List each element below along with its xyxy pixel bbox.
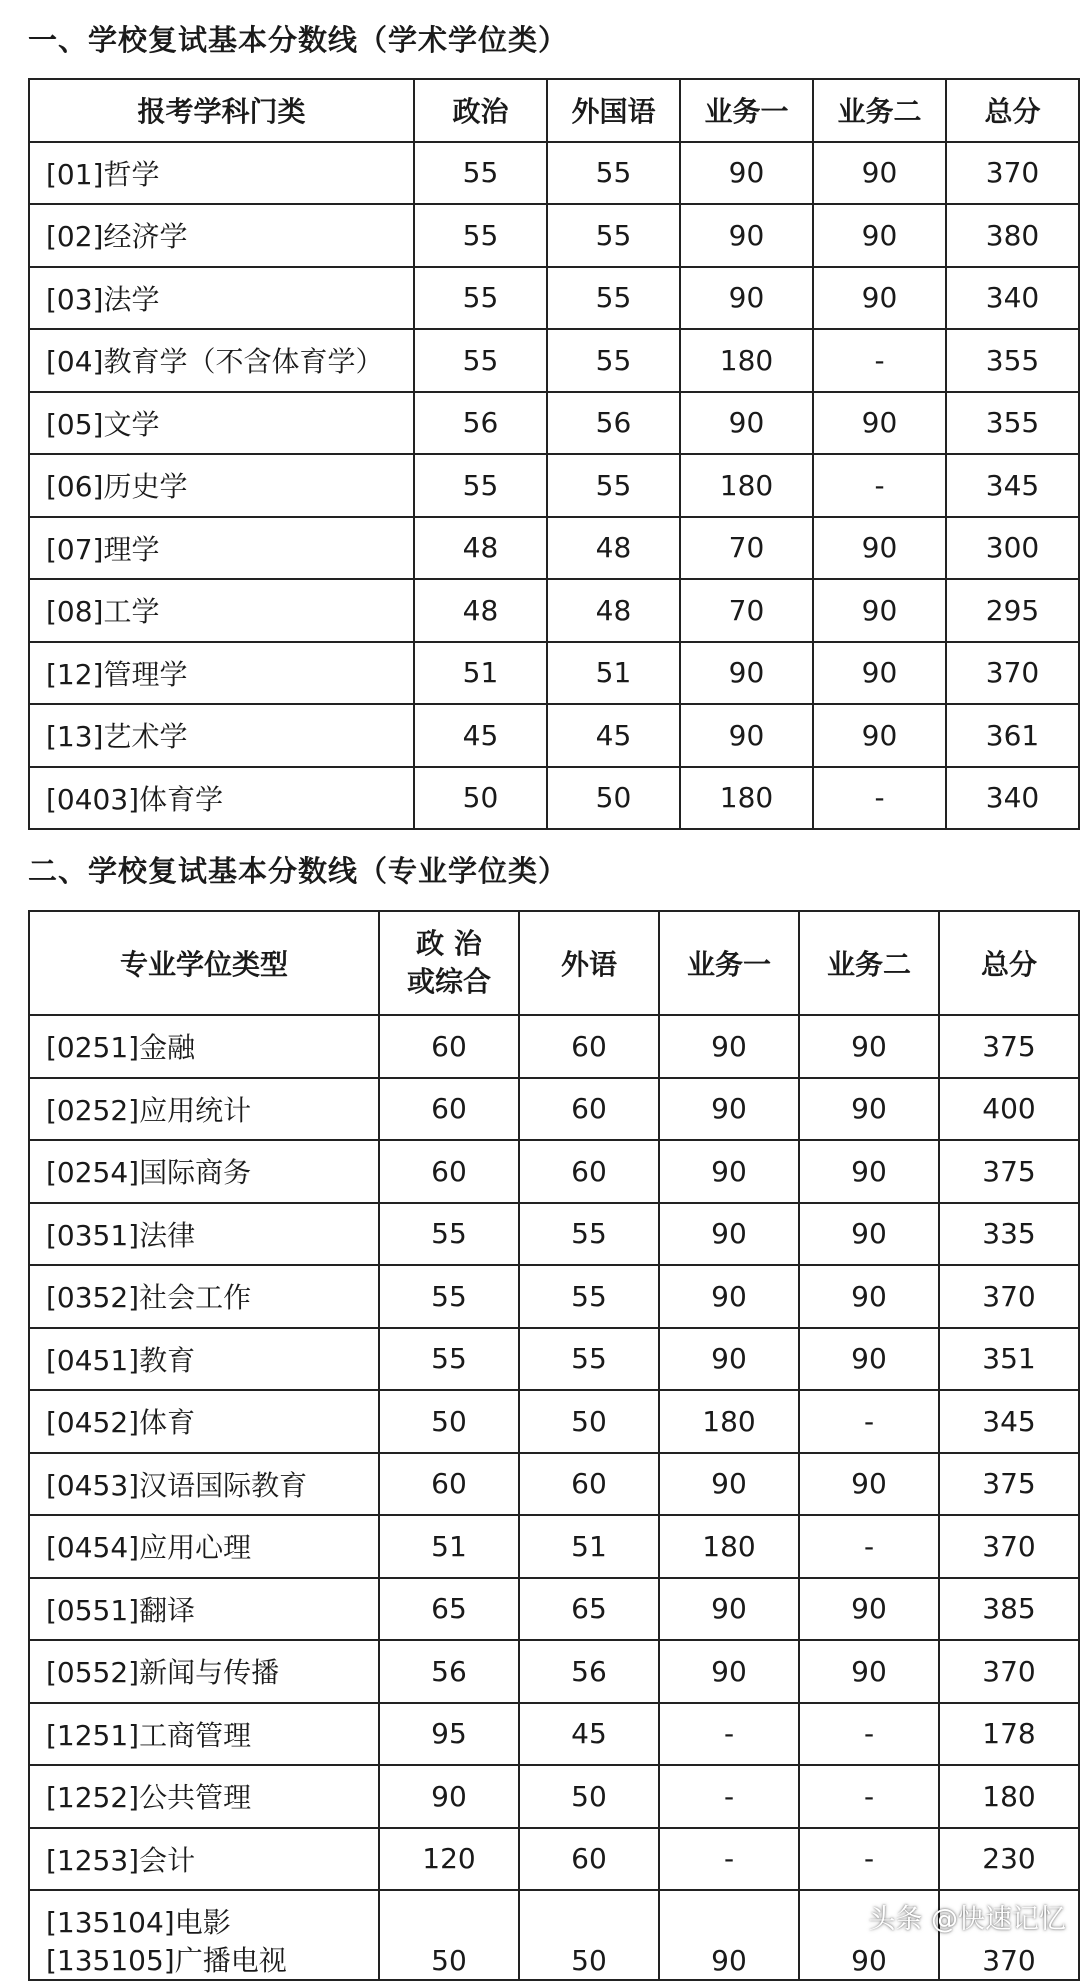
score-cell: 90 [659,1265,799,1328]
degree-type-cell [29,1890,379,1980]
professional-score-table [28,910,1080,1981]
table-row [29,642,1079,705]
score-cell: 50 [379,1890,519,1980]
score-cell: 50 [547,767,680,830]
score-cell: 55 [379,1203,519,1266]
score-cell: - [799,1765,939,1828]
score-cell: 60 [519,1140,659,1203]
score-cell: 90 [680,704,813,767]
column-header: 专业学位类型 [29,911,379,1015]
professional-table-body [29,911,1079,1980]
score-cell: 48 [414,579,547,642]
score-cell: 90 [799,1265,939,1328]
score-cell: 370 [939,1265,1079,1328]
score-cell: 90 [799,1578,939,1641]
score-cell: 60 [379,1453,519,1516]
score-cell: 55 [414,329,547,392]
score-cell: 375 [939,1453,1079,1516]
score-cell: 90 [680,642,813,705]
table-row [29,329,1079,392]
score-cell: 60 [519,1015,659,1078]
table-row [29,1640,1079,1703]
score-cell: 45 [547,704,680,767]
score-cell: 345 [946,454,1079,517]
table-row [29,579,1079,642]
column-header: 业务二 [813,79,946,142]
header-row [29,911,1079,1015]
subject-cell: [03]法学 [29,267,414,330]
score-cell: 351 [939,1328,1079,1391]
column-header: 外国语 [547,79,680,142]
score-cell: 90 [659,1578,799,1641]
table-row [29,267,1079,330]
score-cell: 230 [939,1828,1079,1891]
score-cell: 90 [813,204,946,267]
table-row [29,392,1079,455]
column-header: 外语 [519,911,659,1015]
score-cell: 90 [799,1453,939,1516]
score-cell: 90 [799,1203,939,1266]
degree-type-line: [135104]电影 [46,1906,231,1939]
score-cell: 50 [414,767,547,830]
score-cell: 55 [414,204,547,267]
score-cell: 65 [379,1578,519,1641]
degree-type-cell: [0252]应用统计 [29,1078,379,1141]
degree-type-cell: [1253]会计 [29,1828,379,1891]
score-cell: 355 [946,329,1079,392]
score-cell: 385 [939,1578,1079,1641]
score-cell: 55 [547,204,680,267]
score-cell: 90 [680,392,813,455]
table-row [29,1828,1079,1891]
score-cell: 340 [946,267,1079,330]
column-header: 业务二 [799,911,939,1015]
score-cell: 60 [519,1453,659,1516]
score-cell: 60 [519,1078,659,1141]
subject-cell: [07]理学 [29,517,414,580]
table-row [29,204,1079,267]
header-stack [407,925,491,1001]
subject-cell: [0403]体育学 [29,767,414,830]
score-cell: 335 [939,1203,1079,1266]
header-row [29,79,1079,142]
section-title-academic: 一、学校复试基本分数线（学术学位类） [28,23,569,57]
degree-type-cell: [0452]体育 [29,1390,379,1453]
subject-cell: [08]工学 [29,579,414,642]
score-cell: 90 [813,579,946,642]
column-header: 业务一 [659,911,799,1015]
score-cell: 55 [414,267,547,330]
score-cell: 178 [939,1703,1079,1766]
header-line: 政 治 [416,927,482,961]
score-cell: 51 [379,1515,519,1578]
score-cell: 90 [813,392,946,455]
column-header: 政治 [414,79,547,142]
score-cell: 55 [379,1265,519,1328]
column-header-politics [379,911,519,1015]
score-cell: 55 [547,267,680,330]
table-row [29,1015,1079,1078]
degree-type-cell: [0254]国际商务 [29,1140,379,1203]
table-row [29,1515,1079,1578]
degree-type-cell: [0551]翻译 [29,1578,379,1641]
score-cell: 375 [939,1015,1079,1078]
table-row [29,1140,1079,1203]
score-cell: 48 [414,517,547,580]
score-cell: 375 [939,1140,1079,1203]
subject-cell: [12]管理学 [29,642,414,705]
score-cell: - [813,767,946,830]
score-cell: 55 [519,1203,659,1266]
score-cell: 90 [813,267,946,330]
score-cell: 60 [379,1140,519,1203]
column-header: 报考学科门类 [29,79,414,142]
score-cell: 50 [519,1890,659,1980]
table-row [29,1453,1079,1516]
score-cell: 45 [414,704,547,767]
score-cell: 90 [813,517,946,580]
score-cell: - [813,454,946,517]
score-cell: 90 [659,1140,799,1203]
academic-score-table [28,78,1080,830]
score-cell: 180 [680,454,813,517]
score-cell: 90 [813,704,946,767]
table-row [29,1203,1079,1266]
score-cell: 56 [547,392,680,455]
score-cell: 70 [680,579,813,642]
table-row [29,1578,1079,1641]
table-row [29,767,1079,830]
score-cell: 295 [946,579,1079,642]
score-cell: 370 [946,142,1079,205]
score-cell: 90 [379,1765,519,1828]
table-row [29,1078,1079,1141]
degree-type-cell: [0552]新闻与传播 [29,1640,379,1703]
score-cell: 90 [799,1140,939,1203]
degree-type-cell: [0251]金融 [29,1015,379,1078]
degree-type-cell: [0351]法律 [29,1203,379,1266]
academic-table-body [29,79,1079,829]
score-cell: 50 [379,1390,519,1453]
score-cell: - [659,1828,799,1891]
score-cell: 55 [379,1328,519,1391]
score-cell: 51 [414,642,547,705]
score-cell: 90 [799,1890,939,1980]
score-cell: 380 [946,204,1079,267]
degree-type-cell: [1252]公共管理 [29,1765,379,1828]
score-cell: 48 [547,579,680,642]
score-cell: 90 [659,1640,799,1703]
score-cell: 370 [939,1890,1079,1980]
score-cell: 55 [547,329,680,392]
score-cell: 60 [519,1828,659,1891]
degree-type-cell: [0352]社会工作 [29,1265,379,1328]
score-cell: 56 [414,392,547,455]
score-cell: 90 [799,1078,939,1141]
score-cell: 90 [659,1890,799,1980]
degree-type-cell: [0451]教育 [29,1328,379,1391]
score-cell: 60 [379,1078,519,1141]
score-cell: 95 [379,1703,519,1766]
score-cell: 345 [939,1390,1079,1453]
score-cell: 300 [946,517,1079,580]
table-row [29,142,1079,205]
score-cell: 90 [680,204,813,267]
score-cell: - [799,1828,939,1891]
score-cell: 180 [680,329,813,392]
score-cell: - [799,1515,939,1578]
subject-cell: [02]经济学 [29,204,414,267]
table-row [29,1328,1079,1391]
score-cell: 90 [659,1328,799,1391]
score-cell: 90 [659,1453,799,1516]
table-row [29,517,1079,580]
column-header: 总分 [939,911,1079,1015]
score-cell: 370 [939,1640,1079,1703]
score-cell: 56 [379,1640,519,1703]
score-cell: 55 [547,142,680,205]
score-cell: 90 [659,1203,799,1266]
score-cell: 90 [799,1015,939,1078]
score-cell: 51 [547,642,680,705]
score-cell: - [799,1390,939,1453]
score-cell: 51 [519,1515,659,1578]
score-cell: 90 [813,142,946,205]
table-row [29,1390,1079,1453]
degree-type-cell: [0454]应用心理 [29,1515,379,1578]
table-row [29,1703,1079,1766]
score-cell: 55 [519,1265,659,1328]
degree-type-line: [135105]广播电视 [46,1944,287,1977]
subject-cell: [13]艺术学 [29,704,414,767]
score-cell: 56 [519,1640,659,1703]
score-cell: 90 [799,1640,939,1703]
score-cell: 50 [519,1390,659,1453]
column-header: 业务一 [680,79,813,142]
score-cell: 45 [519,1703,659,1766]
score-cell: - [813,329,946,392]
subject-cell: [04]教育学（不含体育学） [29,329,414,392]
score-cell: - [659,1703,799,1766]
score-cell: 361 [946,704,1079,767]
watermark-text: 头条 @快速记忆 [868,1904,1066,1935]
score-cell: 340 [946,767,1079,830]
score-cell: 90 [813,642,946,705]
score-cell: 370 [946,642,1079,705]
score-cell: 48 [547,517,680,580]
score-cell: 180 [659,1390,799,1453]
score-cell: 55 [414,454,547,517]
score-cell: 90 [799,1328,939,1391]
table-row [29,704,1079,767]
score-cell: 180 [659,1515,799,1578]
table-row [29,1765,1079,1828]
score-cell: 90 [680,142,813,205]
score-cell: 55 [414,142,547,205]
score-cell: - [659,1765,799,1828]
score-cell: 55 [547,454,680,517]
section-title-professional: 二、学校复试基本分数线（专业学位类） [28,854,569,888]
score-cell: 90 [659,1078,799,1141]
score-cell: 60 [379,1015,519,1078]
table-row [29,454,1079,517]
score-cell: 65 [519,1578,659,1641]
score-cell: 180 [680,767,813,830]
subject-cell: [05]文学 [29,392,414,455]
degree-type-cell: [0453]汉语国际教育 [29,1453,379,1516]
score-cell: 370 [939,1515,1079,1578]
score-cell: 50 [519,1765,659,1828]
score-cell: - [799,1703,939,1766]
header-line: 或综合 [406,965,491,998]
subject-cell: [06]历史学 [29,454,414,517]
degree-type-cell: [1251]工商管理 [29,1703,379,1766]
score-cell: 355 [946,392,1079,455]
score-cell: 70 [680,517,813,580]
score-cell: 180 [939,1765,1079,1828]
subject-cell: [01]哲学 [29,142,414,205]
score-cell: 90 [659,1015,799,1078]
score-cell: 90 [680,267,813,330]
table-row [29,1265,1079,1328]
score-cell: 400 [939,1078,1079,1141]
score-cell: 55 [519,1328,659,1391]
column-header: 总分 [946,79,1079,142]
score-cell: 120 [379,1828,519,1891]
